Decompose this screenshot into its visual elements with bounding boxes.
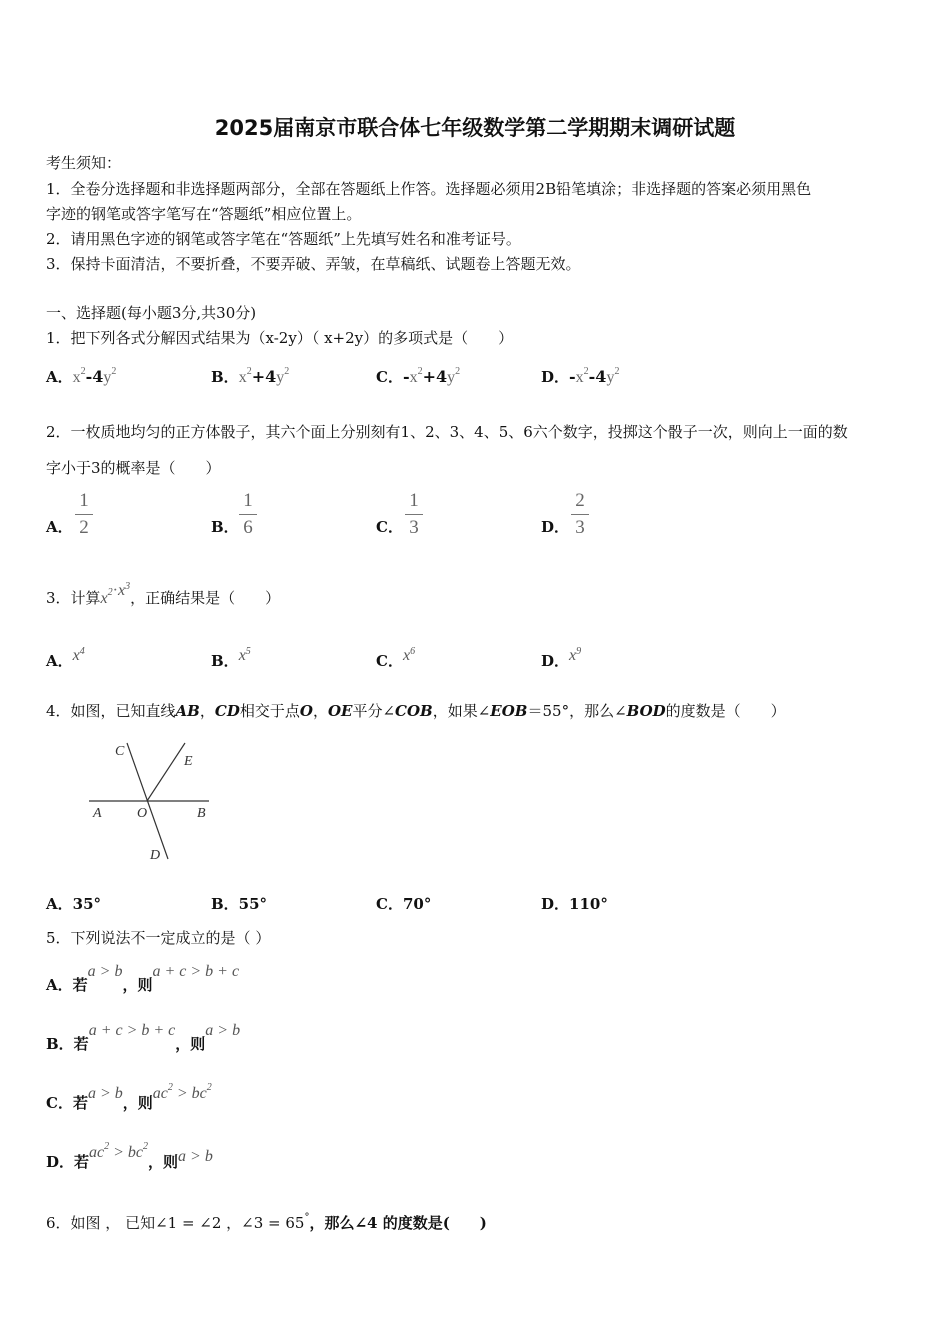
- q5-d-math1a: ac: [89, 1144, 105, 1161]
- q1-c-exp1: 2: [417, 366, 423, 377]
- q5-a-label: A．若: [46, 976, 88, 994]
- q4-p1: 4．如图，已知直线: [46, 702, 176, 720]
- q4-stem: [46, 700, 786, 721]
- q4-option-b[interactable]: B．55°: [211, 895, 268, 913]
- q5-a-then: ，则: [122, 976, 153, 994]
- q1-a-exp2: 2: [111, 366, 117, 377]
- q4-label-e: E: [184, 754, 193, 769]
- q5-a-math1: a > b: [87, 963, 123, 980]
- notice-line-1b: 字迹的钢笔或答字笔写在“答题纸”相应位置上。: [46, 205, 362, 223]
- q1-option-c[interactable]: [376, 366, 460, 387]
- q4-bod: BOD: [626, 702, 666, 720]
- q2-b-den: 6: [243, 517, 253, 538]
- q1-option-a[interactable]: [46, 366, 116, 387]
- q2-c-fraction: [405, 490, 423, 539]
- q4-option-d[interactable]: D．110°: [541, 895, 608, 913]
- page-title: 2025届南京市联合体七年级数学第二学期期末调研试题: [214, 116, 736, 140]
- q4-ab: AB: [175, 702, 200, 720]
- q3-a-exp: 4: [79, 646, 85, 657]
- q2-stem-b: 字小于3的概率是（ ）: [46, 459, 221, 477]
- q1-c-label: C．: [376, 368, 403, 386]
- q3-exp1: 2: [107, 587, 113, 598]
- q5-b-then: ，则: [175, 1035, 206, 1053]
- q3-post: ，正确结果是（ ）: [130, 589, 281, 607]
- q5-c-label: C．若: [46, 1094, 88, 1112]
- q1-c-x: x: [409, 369, 418, 386]
- q1-stem: 1．把下列各式分解因式结果为（x-2y）（ x+2y）的多项式是（ ）: [46, 329, 514, 347]
- q3-c-exp: 6: [410, 646, 416, 657]
- notice-heading: 考生须知：: [46, 154, 122, 172]
- q4-figure: [80, 735, 220, 870]
- q3-a-label: A．: [46, 652, 73, 670]
- q5-option-d[interactable]: [46, 1141, 213, 1172]
- q6-degree: °: [304, 1212, 310, 1223]
- q6-p1: 6．如图 ， 已知∠1 = ∠2 ，∠3 = 65: [46, 1214, 305, 1232]
- q1-d-x: x: [575, 369, 584, 386]
- q2-c-num: 1: [409, 490, 419, 511]
- q5-option-c[interactable]: [46, 1082, 212, 1113]
- q5-d-label: D．若: [46, 1153, 90, 1171]
- q4-option-c[interactable]: C．70°: [376, 895, 432, 913]
- q3-stem: [46, 581, 281, 608]
- q3-dot: ·: [112, 582, 118, 599]
- q4-p2: 相交于点: [239, 702, 300, 720]
- q5-d-math2: a > b: [178, 1148, 213, 1165]
- q5-b-label: B．若: [46, 1035, 89, 1053]
- q1-c-y: y: [447, 369, 456, 386]
- q4-label-c: C: [115, 744, 125, 759]
- q5-d-exp2: 2: [143, 1141, 149, 1152]
- q3-c-x: x: [402, 647, 411, 664]
- q2-c-label[interactable]: C．: [376, 518, 403, 536]
- q1-b-exp1: 2: [246, 366, 252, 377]
- q5-c-math2b: > bc: [172, 1085, 207, 1102]
- q1-c-mid: +4: [422, 367, 448, 386]
- q1-a-label: A．: [46, 368, 73, 386]
- q2-stem-a: 2．一枚质地均匀的正方体骰子，其六个面上分别刻有1、2、3、4、5、6六个数字，投掷这个骰子一次，则向上一面的数: [46, 423, 848, 441]
- q1-d-y: y: [606, 369, 615, 386]
- q4-sep2: ，: [312, 702, 328, 720]
- q4-label-b: B: [197, 806, 206, 821]
- q5-b-math2: a > b: [205, 1022, 241, 1039]
- q5-c-math1: a > b: [87, 1085, 123, 1102]
- q3-b-exp: 5: [245, 646, 251, 657]
- q4-p6: 的度数是（ ）: [665, 702, 786, 720]
- q3-b-x: x: [238, 647, 246, 664]
- notice-line-1a: 1．全卷分选择题和非选择题两部分，全部在答题纸上作答。选择题必须用2B铅笔填涂；非选择题的答案必须用黑色: [46, 180, 812, 198]
- q5-c-then: ，则: [122, 1094, 153, 1112]
- q3-option-d[interactable]: [541, 646, 582, 671]
- q2-a-label[interactable]: A．: [46, 518, 73, 536]
- q1-d-label: D．: [541, 368, 570, 386]
- q4-o: O: [299, 702, 313, 720]
- q3-c-label: C．: [376, 652, 403, 670]
- q3-option-b[interactable]: [211, 646, 251, 671]
- q5-stem: 5．下列说法不一定成立的是（ ）: [46, 929, 271, 947]
- q5-option-b[interactable]: [46, 1022, 241, 1054]
- q3-b-label: B．: [211, 652, 239, 670]
- q3-option-a[interactable]: [46, 646, 85, 671]
- q5-c-exp1: 2: [167, 1082, 173, 1093]
- q2-a-den: 2: [79, 517, 89, 538]
- q4-cd: CD: [214, 702, 240, 720]
- q3-d-exp: 9: [576, 646, 582, 657]
- q4-label-a: A: [93, 806, 102, 821]
- q5-d-then: ，则: [148, 1153, 179, 1171]
- q1-d-mid: -4: [588, 367, 607, 386]
- q1-option-b[interactable]: [211, 366, 289, 387]
- q5-c-exp2: 2: [206, 1082, 212, 1093]
- q1-a-y: y: [103, 369, 112, 386]
- section-heading: 一、选择题(每小题3分,共30分): [46, 304, 257, 322]
- q4-oe: OE: [327, 702, 353, 720]
- q2-d-num: 2: [575, 490, 585, 511]
- q4-label-d: D: [150, 848, 161, 863]
- q1-a-exp1: 2: [80, 366, 86, 377]
- q4-p4: ，如果∠: [432, 702, 491, 720]
- q3-option-c[interactable]: [376, 646, 416, 671]
- q1-d-pre: -: [569, 367, 576, 386]
- q3-exp2: 3: [125, 581, 131, 592]
- q4-p3: 平分∠: [352, 702, 396, 720]
- q5-option-a[interactable]: [46, 963, 240, 995]
- q3-x2: x: [117, 582, 126, 599]
- q1-b-y: y: [276, 369, 285, 386]
- q2-c-den: 3: [409, 517, 419, 538]
- q1-a-x: x: [72, 369, 81, 386]
- q5-c-math2a: ac: [152, 1085, 168, 1102]
- q2-a-num: 1: [79, 490, 89, 511]
- q4-label-o: O: [137, 806, 148, 821]
- q1-c-exp2: 2: [455, 366, 461, 377]
- q6-p2: ，那么∠4 的度数是( ): [309, 1214, 487, 1232]
- q1-d-exp1: 2: [583, 366, 589, 377]
- q3-d-x: x: [569, 647, 577, 664]
- q2-a-fraction: [75, 490, 93, 539]
- q1-option-d[interactable]: [541, 366, 619, 387]
- q5-d-math1b: > bc: [109, 1144, 144, 1161]
- q3-pre: 3．计算: [46, 589, 101, 607]
- notice-line-3: 3．保持卡面清洁，不要折叠，不要弄破、弄皱，在草稿纸、试题卷上答题无效。: [46, 255, 581, 273]
- q1-b-mid: +4: [251, 367, 277, 386]
- q4-option-a[interactable]: A．35°: [46, 895, 102, 913]
- q1-b-label: B．: [211, 368, 239, 386]
- q1-b-exp2: 2: [284, 366, 290, 377]
- q3-d-label: D．: [541, 652, 570, 670]
- q4-cob: COB: [395, 702, 433, 720]
- q1-d-exp2: 2: [614, 366, 620, 377]
- q1-b-x: x: [238, 369, 247, 386]
- q4-p5: ＝55°，那么∠: [527, 702, 627, 720]
- q6-stem: [46, 1212, 487, 1233]
- q2-b-fraction: [239, 490, 257, 539]
- q5-a-math2: a + c > b + c: [152, 963, 240, 980]
- notice-line-2: 2．请用黑色字迹的钢笔或答字笔在“答题纸”上先填写姓名和准考证号。: [46, 230, 521, 248]
- q5-d-exp1: 2: [104, 1141, 110, 1152]
- q2-b-label[interactable]: B．: [211, 518, 239, 536]
- q4-eob: EOB: [490, 702, 528, 720]
- q1-a-mid: -4: [85, 367, 104, 386]
- q2-d-label[interactable]: D．: [541, 518, 570, 536]
- q2-d-fraction: [571, 490, 589, 539]
- q2-d-den: 3: [575, 517, 585, 538]
- q5-b-math1: a + c > b + c: [88, 1022, 176, 1039]
- q4-sep: ，: [199, 702, 215, 720]
- q3-a-x: x: [72, 647, 80, 664]
- q2-b-num: 1: [243, 490, 253, 511]
- q4-ray-oe: [147, 743, 185, 801]
- q3-x1: x: [100, 590, 108, 607]
- q1-c-pre: -: [402, 367, 410, 386]
